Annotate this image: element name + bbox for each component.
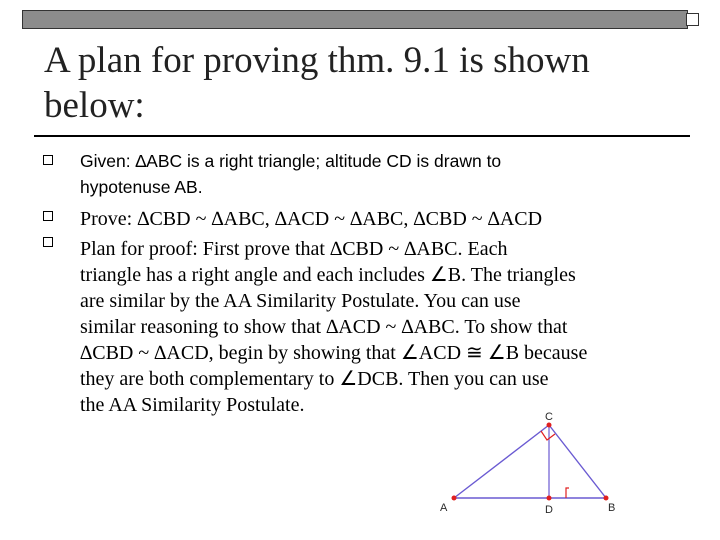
point-d xyxy=(547,496,552,501)
right-angle-mark-c xyxy=(541,431,555,440)
bullet-plan-line1: Plan for proof: First prove that ∆CBD ~ ∆ABC. Each xyxy=(80,238,508,260)
bullet-plan-line5: ∆CBD ~ ∆ACD, begin by showing that ∠ACD ≅ ∠B because xyxy=(80,342,588,364)
top-decorative-bar xyxy=(22,10,688,29)
point-b xyxy=(604,496,609,501)
point-a xyxy=(452,496,457,501)
bullet-plan-line2: triangle has a right angle and each includes ∠B. The triangles xyxy=(80,264,576,286)
bullet-plan-line6: they are both complementary to ∠DCB. Then you can use xyxy=(80,368,549,390)
label-d: D xyxy=(545,504,553,516)
label-c: C xyxy=(545,411,553,423)
label-b: B xyxy=(608,502,616,514)
point-c xyxy=(547,423,552,428)
bullet-given-line1: Given: ∆ABC is a right triangle; altitude CD is drawn to xyxy=(80,151,502,171)
bullet-given-line2: hypotenuse AB. xyxy=(80,177,203,197)
right-angle-mark-d xyxy=(566,488,569,498)
bullet-marker-3 xyxy=(43,237,53,247)
bullet-marker-2 xyxy=(43,211,53,221)
label-a: A xyxy=(440,502,448,514)
bullet-plan-line3: are similar by the AA Similarity Postulate. You can use xyxy=(80,290,521,312)
title-divider xyxy=(34,135,690,137)
bullet-plan-line7: the AA Similarity Postulate. xyxy=(80,394,305,416)
slide-title: A plan for proving thm. 9.1 is shown below: xyxy=(44,40,590,126)
side-cb xyxy=(549,425,606,498)
bullet-plan-line4: similar reasoning to show that ∆ACD ~ ∆ABC. To show that xyxy=(80,316,568,338)
side-ac xyxy=(454,425,549,498)
top-decorative-square xyxy=(686,13,699,26)
bullet-prove: Prove: ∆CBD ~ ∆ABC, ∆ACD ~ ∆ABC, ∆CBD ~ ∆ACD xyxy=(80,208,543,230)
triangle-diagram xyxy=(430,405,630,517)
bullet-marker-1 xyxy=(43,155,53,165)
